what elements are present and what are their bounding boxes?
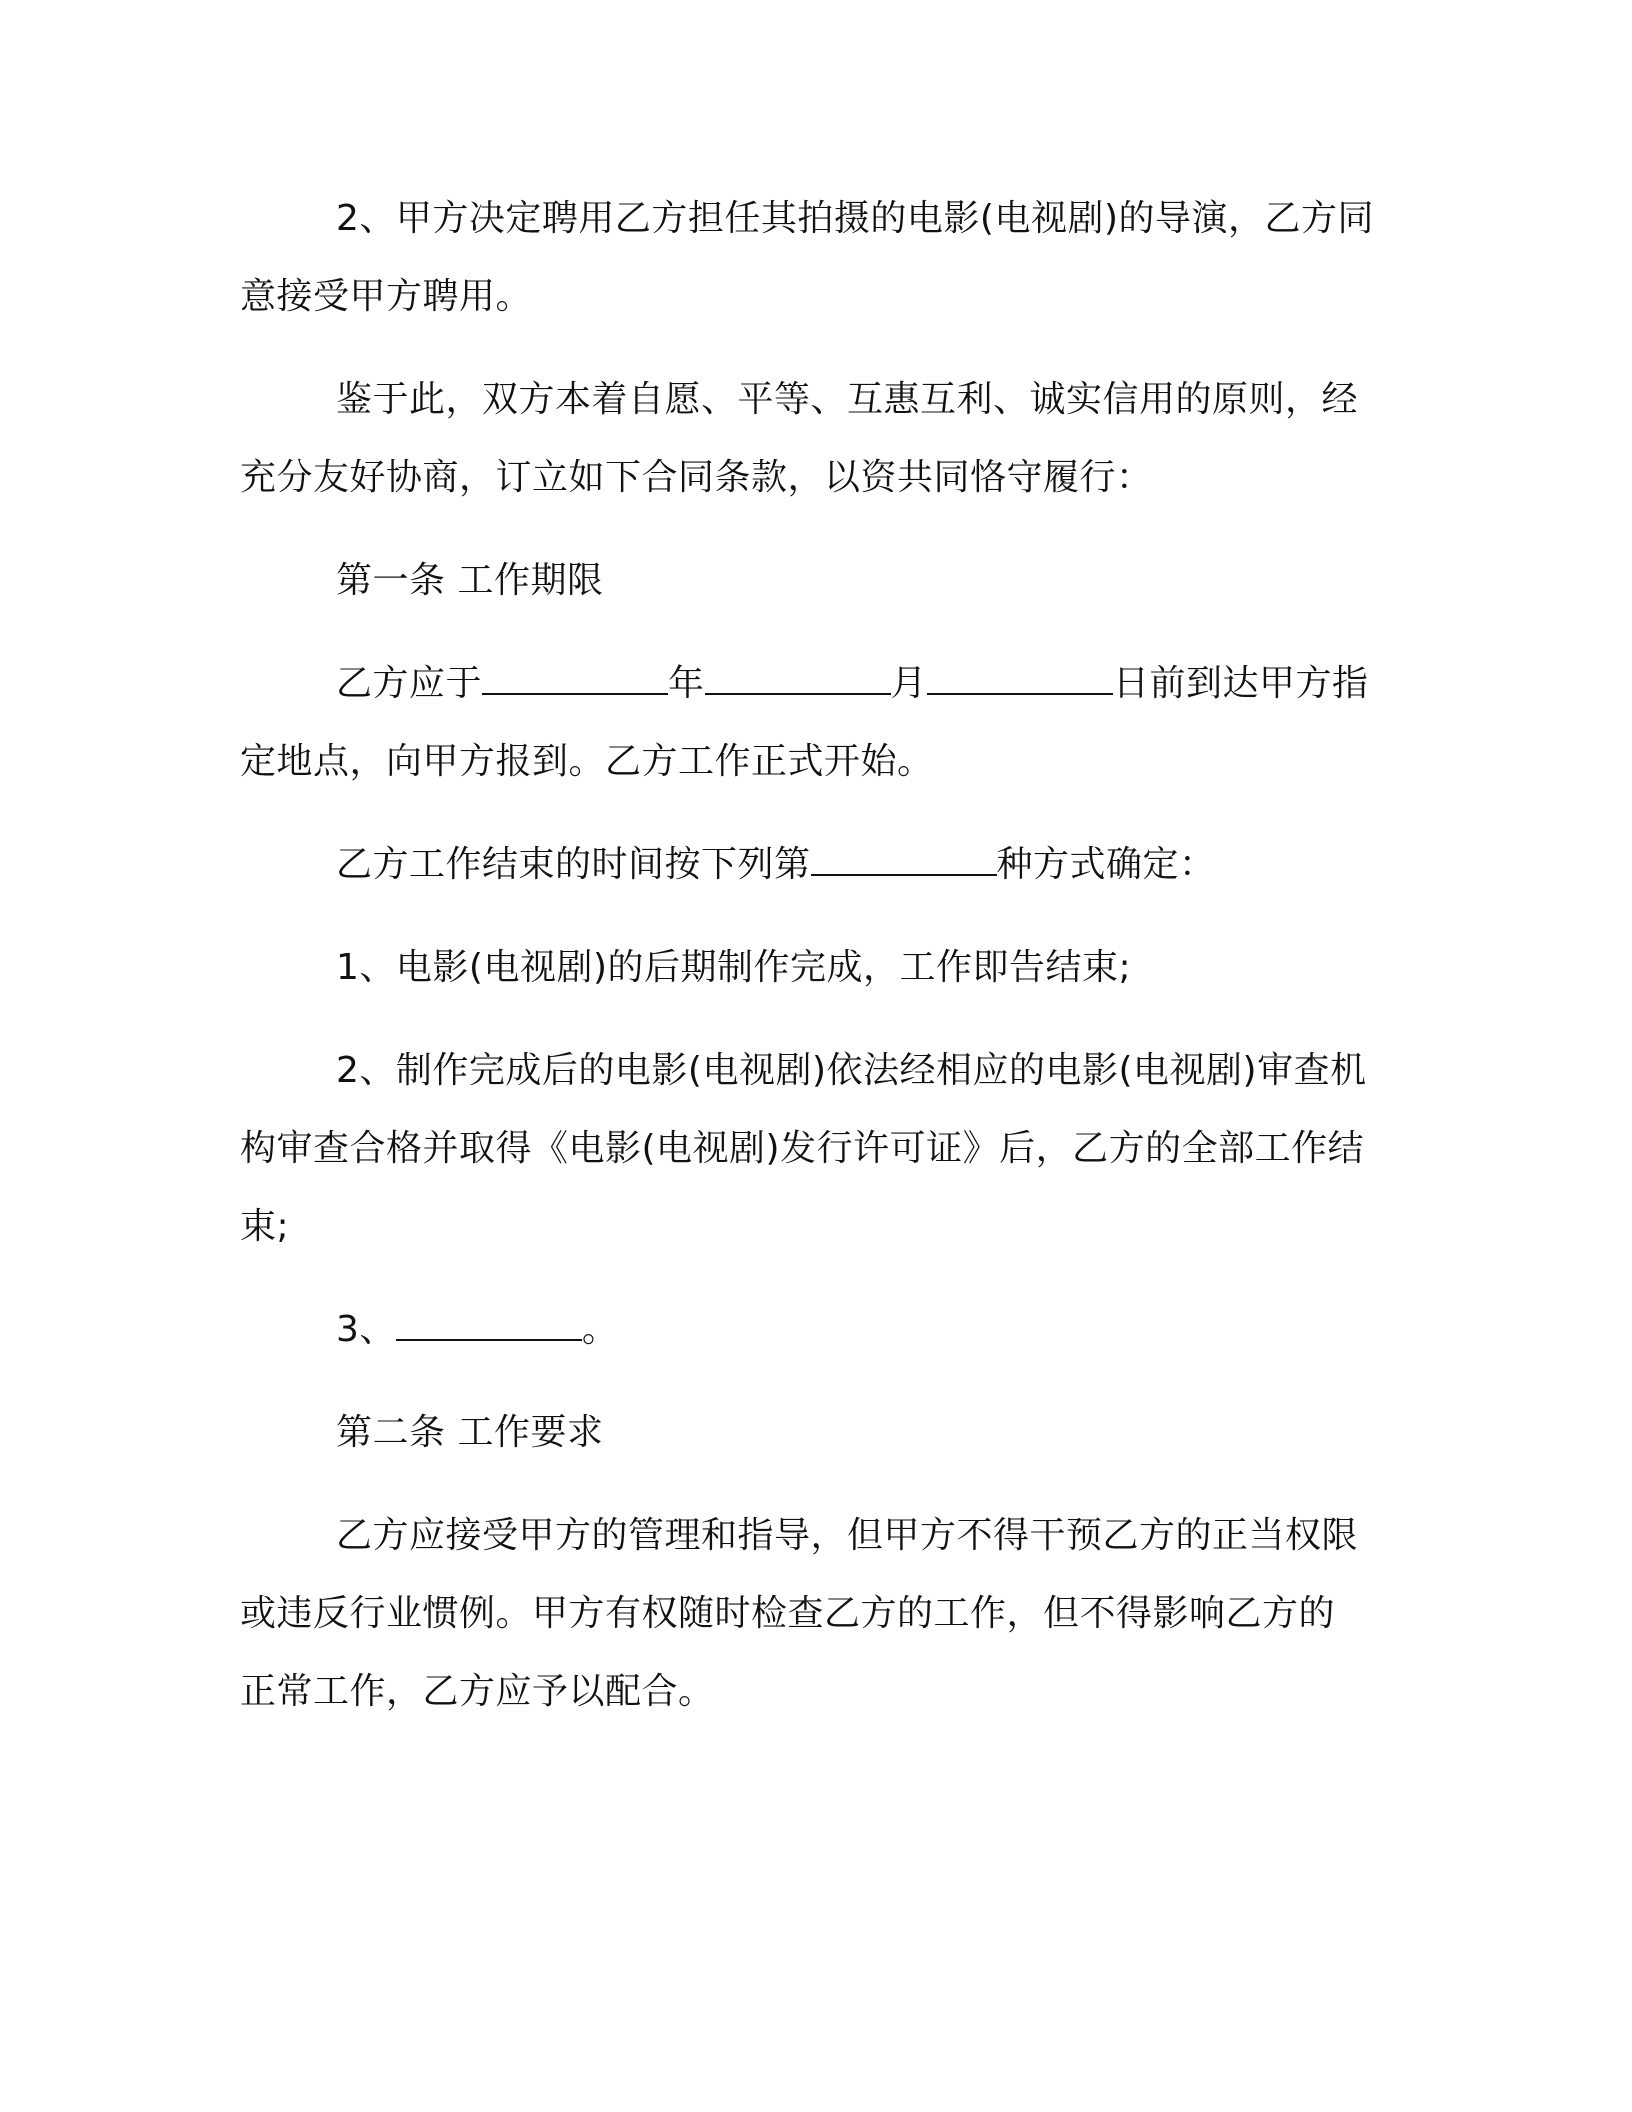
document-body xyxy=(240,180,1380,1756)
paragraph-principles xyxy=(240,361,1380,517)
text-segment: 年 xyxy=(668,663,705,704)
text-line: 2、制作完成后的电影(电视剧)依法经相应的电影(电视剧)审查机 xyxy=(336,1050,1367,1091)
text-line: 束; xyxy=(240,1206,290,1247)
text-line: 鉴于此，双方本着自愿、平等、互惠互利、诚实信用的原则，经 xyxy=(336,379,1359,420)
month-blank xyxy=(705,663,891,695)
text-line: 乙方应接受甲方的管理和指导，但甲方不得干预乙方的正当权限 xyxy=(336,1515,1359,1556)
year-blank xyxy=(482,663,668,695)
text-line: 2、甲方决定聘用乙方担任其拍摄的电影(电视剧)的导演，乙方同 xyxy=(336,198,1374,239)
paragraph-work-requirements xyxy=(240,1497,1380,1731)
text-segment: 乙方工作结束的时间按下列第 xyxy=(336,844,811,885)
text-line: 构审查合格并取得《电影(电视剧)发行许可证》后，乙方的全部工作结 xyxy=(240,1128,1365,1169)
text-segment: 种方式确定： xyxy=(996,844,1216,885)
method-blank xyxy=(811,844,997,876)
day-blank xyxy=(927,663,1113,695)
paragraph-report-date xyxy=(240,645,1380,801)
text-line: 定地点，向甲方报到。乙方工作正式开始。 xyxy=(240,741,934,782)
item3-blank xyxy=(396,1309,582,1341)
list-item-3 xyxy=(240,1291,1380,1369)
text-segment: 日前到达甲方指 xyxy=(1113,663,1369,704)
text-line: 充分友好协商，订立如下合同条款，以资共同恪守履行： xyxy=(240,457,1153,498)
text-line: 意接受甲方聘用。 xyxy=(240,276,533,317)
paragraph-director-hire xyxy=(240,180,1380,336)
text-segment: 月 xyxy=(890,663,928,704)
text-segment: 3、 xyxy=(336,1309,396,1350)
text-line: 正常工作，乙方应予以配合。 xyxy=(240,1671,715,1712)
paragraph-end-method xyxy=(240,826,1380,904)
list-item-1: 1、电影(电视剧)的后期制作完成，工作即告结束; xyxy=(336,947,1132,988)
list-item-2 xyxy=(240,1032,1380,1266)
article-1-title: 第一条 工作期限 xyxy=(336,560,604,601)
text-segment: 乙方应于 xyxy=(336,663,483,704)
text-segment: 。 xyxy=(581,1309,619,1350)
text-line: 或违反行业惯例。甲方有权随时检查乙方的工作，但不得影响乙方的 xyxy=(240,1593,1336,1634)
article-2-title: 第二条 工作要求 xyxy=(336,1412,604,1453)
